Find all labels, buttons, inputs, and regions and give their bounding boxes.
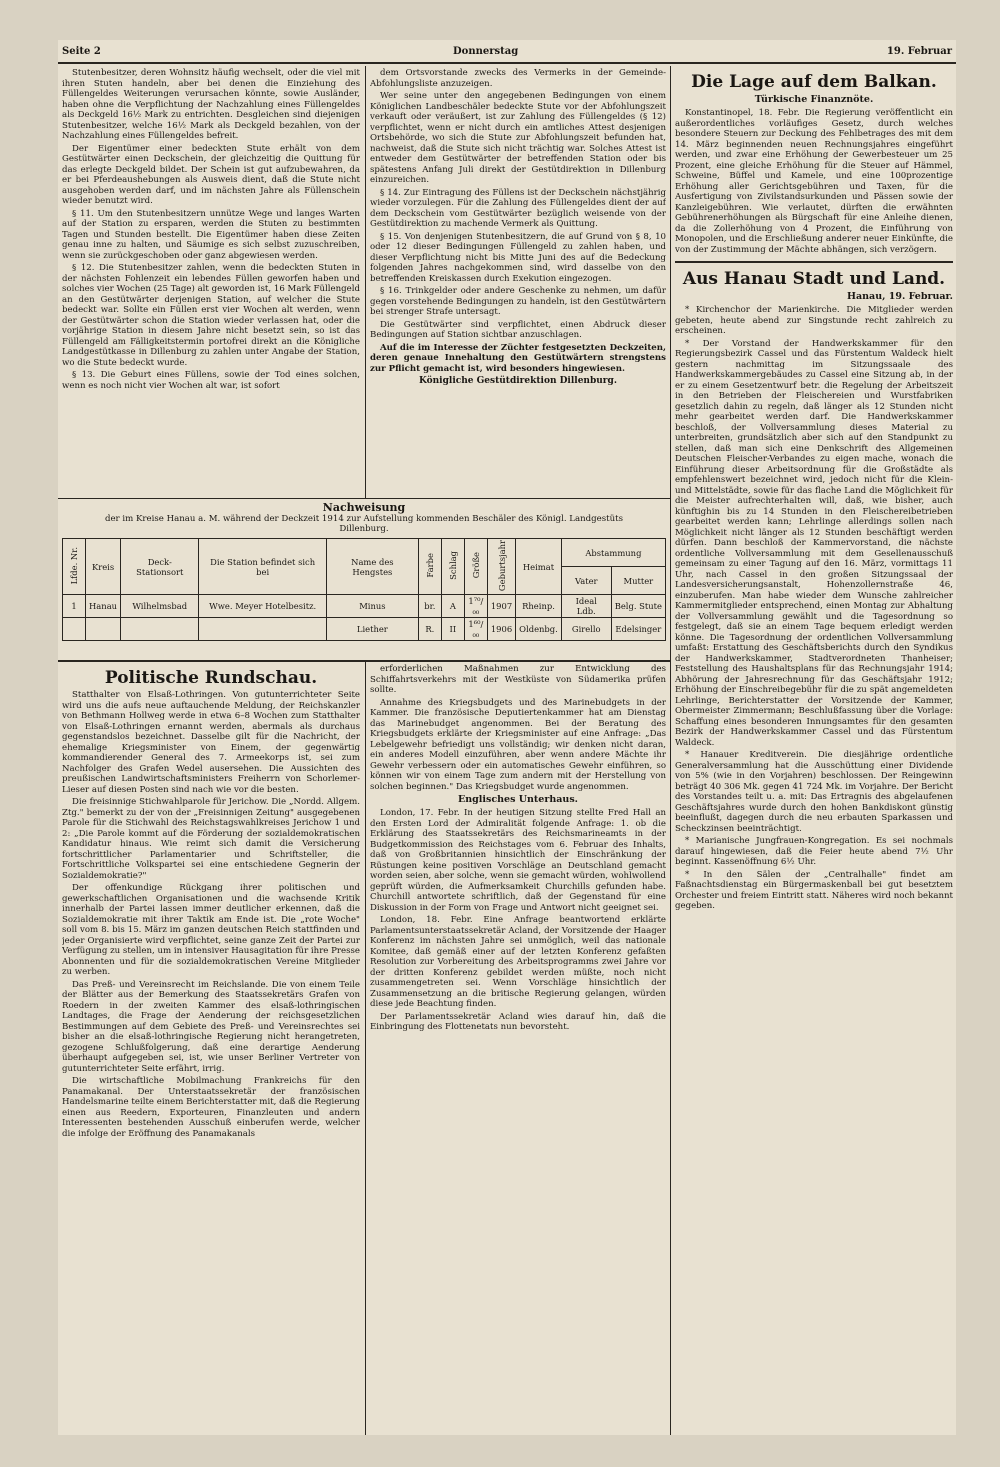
column-divider <box>365 66 366 498</box>
paragraph: * In den Sälen der „Centralhalle" findet am Faßnachtsdienstag ein Bürgermaskenball bei gut besetztem Orchester und freiem Eintritt statt. Näheres wird noch bekannt gegeben. <box>675 869 953 911</box>
table-cell <box>199 618 326 641</box>
paragraph: § 15. Von denjenigen Stutenbesitzern, die auf Grund von § 8, 10 oder 12 dieser Bedingungen Füllengeld zu zahlen haben, und dieser Verpflichtung nicht bis Mitte Juni des auf die Bedeckung folgenden Jahres nachgekommen sind, wird dasselbe von den betreffenden Kreiskassen durch Exekution eingezogen. <box>370 231 666 284</box>
table-cell <box>121 618 199 641</box>
paragraph: * Marianische Jungfrauen-Kongregation. Es sei nochmals darauf hingewiesen, daß die Feier heute abend 7½ Uhr beginnt. Kassenöffnung 6½ Uhr. <box>675 836 953 867</box>
table-cell: Hanau <box>86 595 121 618</box>
paragraph: Auf die im Interesse der Züchter festgesetzten Deckzeiten, deren genaue Innehaltung den Gestütwärtern strengstens zur Pflicht gemacht ist, wird besonders hingewiesen. <box>370 342 666 374</box>
table-cell: Girello <box>561 618 611 641</box>
table-cell: Edelsinger <box>611 618 665 641</box>
issue-date: 19. Februar <box>886 46 952 57</box>
subsection-title: Türkische Finanznöte. <box>754 94 874 105</box>
paragraph: § 14. Zur Eintragung des Füllens ist der Deckschein nächstjährig wieder vorzulegen. Für die Zahlung des Füllengeldes dient der auf dem Deckschein vom Gestütwärter bezüglich weisende von der Gestütdirektion zu machende Vermerk als Quittung. <box>370 187 666 229</box>
paragraph: § 16. Trinkgelder oder andere Geschenke zu nehmen, um dafür gegen vorstehende Bedingungen zu handeln, ist den Gestütwärtern bei strenger Strafe untersagt. <box>370 286 666 317</box>
column-header: Schlag <box>441 539 464 595</box>
table-row <box>63 595 666 618</box>
paragraph: London, 17. Febr. In der heutigen Sitzung stellte Fred Hall an den Ersten Lord der Admiralität folgende Anfrage: 1. ob die Erklärung des Staatssekretärs des Reichsmarineamts in der Budgetkommission des Reichstages vom 6. Februar des Inhalts, daß von Großbritannien hinsichtlich der Einschränkung der Rüstungen keine positiven Vorschläge an Deutschland gemacht worden seien, aber solche, wenn sie gemacht würden, wohlwollend geprüft würden, die Aufmerksamkeit Churchills gefunden habe. Churchill antwortete schriftlich, daß der Gegenstand für eine Diskussion in der Form von Frage und Antwort nicht geeignet sei. <box>370 808 666 913</box>
paragraph: Die freisinnige Stichwahlparole für Jerichow. Die „Nordd. Allgem. Ztg." bemerkt zu der von der „Freisinnigen Zeitung" ausgegebenen Parole für die Stichwahl des Reichstagswahlkreises Jerichow 1 und 2: „Die Parole kommt auf die Förderung der sozialdemokratischen Kandidatur hinaus. Wie reimt sich damit die Versicherung fortschrittlicher Parlamentarier und Schriftsteller, die Fortschrittliche Volkspartei sei eine entschiedene Gegnerin der Sozialdemokratie?" <box>62 797 360 881</box>
table-cell <box>63 618 86 641</box>
column-foreign <box>370 664 666 1434</box>
column-regulations-2 <box>370 68 666 496</box>
paragraph: Die wirtschaftliche Mobilmachung Frankreichs für den Panamakanal. Der Unterstaatssekretär der französischen Handelsmarine teilte einem Berichterstatter mit, daß die Regierung einen aus Reedern, Exporteuren, Finanzleuten und andern Interessenten bestehenden Ausschuß einberufen werde, welcher die infolge der Eröffnung des Panamakanals <box>62 1076 360 1139</box>
table-cell: Rheinp. <box>516 595 562 618</box>
paragraph: Der Eigentümer einer bedeckten Stute erhält von dem Gestütwärter einen Deckschein, der gleichzeitig die Quittung für das erlegte Deckgeld bildet. Der Schein ist gut aufzubewahren, da er bei Pferdeaushebungen als Ausweis dient, daß die Stute nicht ausgehoben werden darf, und im nächsten Jahre als Füllenschein wieder benutzt wird. <box>62 143 360 206</box>
table-cell: 1906 <box>487 618 515 641</box>
table-row <box>63 618 666 641</box>
column-divider <box>670 66 671 1435</box>
table-cell: 1⁷⁰/₀₀ <box>464 595 487 618</box>
paragraph: Statthalter von Elsaß-Lothringen. Von gutunterrichteter Seite wird uns die aufs neue auftauchende Meldung, der Reichskanzler von Bethmann Hollweg werde in etwa 6–8 Wochen zum Statthalter von Elsaß-Lothringen ernannt werden, abermals als durchaus gegenstandslos bezeichnet. Dasselbe gilt für die Nachricht, der ehemalige Kriegsminister von Einem, der gegenwärtig kommandierender General des 7. Armeekorps ist, sei zum Nachfolger des Grafen Wedel ausersehen. Die Aussichten des preußischen Landwirtschaftsministers Freiherrn von Schorlemer-Lieser auf diesen Posten sind nach wie vor die besten. <box>62 690 360 795</box>
section-title: Die Lage auf dem Balkan. <box>691 72 937 92</box>
column-header: Geburtsjahr <box>487 539 515 595</box>
section-title: Aus Hanau Stadt und Land. <box>682 269 946 289</box>
table-cell: II <box>441 618 464 641</box>
table-cell: Wwe. Meyer Hotelbesitz. <box>199 595 326 618</box>
column-header: Heimat <box>516 539 562 595</box>
paragraph: Der offenkundige Rückgang ihrer politischen und gewerkschaftlichen Organisationen und die wachsende Kritik innerhalb der Partei lassen immer deutlicher erkennen, daß die Sozialdemokratie mit ihrer Taktik am Ende ist. Die „rote Woche" soll vom 8. bis 15. März im ganzen deutschen Reich stattfinden und jeder Organisierte wird verpflichtet, seine ganze Zeit der Partei zur Verfügung zu stellen, um in intensiver Hausagitation für ihre Presse Abonnenten und für die sozialdemokratischen Vereine Mitglieder zu werben. <box>62 883 360 977</box>
subsection-title: Englisches Unterhaus. <box>457 794 578 805</box>
section-rule <box>58 498 670 499</box>
weekday: Donnerstag <box>453 46 519 57</box>
column-header: Lfde. Nr. <box>63 539 86 595</box>
section-rule <box>58 660 670 662</box>
table-cell: 1⁶⁰/₀₀ <box>464 618 487 641</box>
paragraph: § 11. Um den Stutenbesitzern unnütze Wege und langes Warten auf der Station zu ersparen, werden die Stuten zu bestimmten Tagen und Stunden bestellt. Die Eigentümer haben diese Zeiten genau inne zu halten, und Säumige es sich selbst zuzuschreiben, wenn sie zurückgeschoben oder ganz abgewiesen werden. <box>62 208 360 261</box>
column-header: Mutter <box>611 567 665 595</box>
paragraph: * Der Vorstand der Handwerkskammer für den Regierungsbezirk Cassel und das Fürstentum Waldeck hielt gestern nachmittag im Sitzungssaale des Handwerkskammergebäudes zu Cassel eine Sitzung ab, in der er zu einem Gesetzentwurf betr. die Regelung der Arbeitszeit in den Betrieben der Fleischereien und Wurstfabriken gesetzlich dahin zu regeln, daß länger als 12 Stunden nicht mehr gearbeitet werden darf. Die Handwerkskammer beschloß, der Vollversammlung dieses Material zu unterbreiten, grundsätzlich aber sich auf den Standpunkt zu stellen, daß man sich eine Denkschrift des Allgemeinen Deutschen Fleischer-Verbandes zu eigen mache, wonach die Einführung dieser Arbeitsordnung für die Großstädte als empfehlenswert bezeichnet wird, jedoch nicht für die Klein- und Mittelstädte, sowie für das flache Land die Möglichkeit für die Meister aufrechterhalten will, daß, wie bisher, auch künftighin bis zu 14 Stunden in den Fleischereibetrieben gearbeitet werden kann; Lehrlinge allerdings sollen nach Möglichkeit nicht länger als 12 Stunden beschäftigt werden dürfen. Dann beschloß der Kammervorstand, die nächste ordentliche Vollversammlung mit dem Gesellenausschuß gemeinsam zu einer Tagung auf den 16. März, vormittags 11 Uhr, nach Cassel in den großen Sitzungssaal der Landesversicherungsanstalt, Hohenzollernstraße 46, einzuberufen. Man habe wieder dem Wunsche zahlreicher Kammermitglieder entsprechend, einen Montag zur Abhaltung der Vollversammlung gewählt und die Tagesordnung so festgelegt, daß sie an einem Tage bequem erledigt werden könne. Die Tagesordnung der ordentlichen Vollversammlung umfaßt: Erstattung des Geschäftsberichts durch den Syndikus der Handwerkskammer, Stadtverordneten Thanheiser; Feststellung des Haushaltsplans für das Rechnungsjahr 1914; Abhörung der Jahresrechnung für das Geschäftsjahr 1912; Erhöhung der Einschreibegebühr für die zu spät angemeldeten Lehrlinge, Berichterstatter der Vorsitzende der Kammer, Obermeister Zimmermann; Beschlußfassung über die Vorlage: Schaffung eines besonderen Innungsamtes für den gesamten Bezirk der Handwerkskammer Cassel und das Fürstentum Waldeck. <box>675 338 953 748</box>
paragraph: Konstantinopel, 18. Febr. Die Regierung veröffentlicht ein außerordentliches vorläufiges Gesetz, durch welches besondere Steuern zur Deckung des Fehlbetrages des mit dem 14. März beginnenden neuen Rechnungsjahres eingeführt werden, und zwar eine Erhöhung der Gewerbesteuer um 25 Prozent, eine gleiche Erhöhung für die Steuer auf Hämmel, Schweine, Büffel und Kamele, und eine 100prozentige Erhöhung aller Gerichtsgebühren und Taxen, für die Ausfertigung von Zivilstandsurkunden und Pässen sowie der Kanzleigebühren. Wie verlautet, dürften die erwähnten Gebührenerhöhungen als Bürgschaft für eine Anleihe dienen, da die Zollerhöhung von 4 Prozent, die Einführung von Monopolen, und die Erschließung anderer neuer Einkünfte, die von der Zustimmung der Mächte abhängen, sich verzögern. <box>675 108 953 255</box>
table-cell <box>86 618 121 641</box>
paragraph: London, 18. Febr. Eine Anfrage beantwortend erklärte Parlamentsunterstaatssekretär Acland, der Vorsitzende der Haager Konferenz im nächsten Jahre sei unmöglich, weil das nationale Komitee, daß gemäß einer auf der letzten Konferenz gefaßten Resolution zur Vorbereitung des Arbeitsprogramms zwei Jahre vor der dritten Konferenz gebildet werden müßte, noch nicht zusammengetreten sei. Wenn Vorschläge hinsichtlich der Zusammensetzung an die britische Regierung gelangen, würden diese jede Beachtung finden. <box>370 915 666 1009</box>
table-cell: Belg. Stute <box>611 595 665 618</box>
table-cell: A <box>441 595 464 618</box>
section-title: Politische Rundschau. <box>104 668 318 688</box>
section-rule <box>675 261 953 263</box>
column-header: Die Station befindet sich bei <box>199 539 326 595</box>
paragraph: dem Ortsvorstande zwecks des Vermerks in der Gemeinde-Abfohlungsliste anzuzeigen. <box>370 68 666 89</box>
paragraph: Wer seine unter den angegebenen Bedingungen von einem Königlichen Landbeschäler bedeckte Stute vor der Abfohlungszeit verkauft oder veräußert, ist zur Zahlung des Füllengeldes (§ 12) verpflichtet, wenn er nicht durch ein amtliches Attest desjenigen Ortsbehörde, wo sich die Stute zur Abfohlungszeit befunden hat, nachweist, daß die Stute sich nicht trächtig war. Solches Attest ist entweder dem Gestütwärter der betreffenden Station oder bis spätestens Anfang Juli direkt der Gestütdirektion in Dillenburg einzureichen. <box>370 91 666 185</box>
stallion-table-section <box>62 501 666 659</box>
table-cell: Wilhelmsbad <box>121 595 199 618</box>
column-header: Kreis <box>86 539 121 595</box>
paragraph: erforderlichen Maßnahmen zur Entwicklung des Schiffahrtsverkehrs mit der Westküste von Südamerika prüfen sollte. <box>370 664 666 695</box>
column-header: Vater <box>561 567 611 595</box>
paragraph: § 12. Die Stutenbesitzer zahlen, wenn die bedeckten Stuten in der nächsten Fohlenzeit ein lebendes Füllen geworfen haben und solches vier Wochen (25 Tage) alt geworden ist, 16 Mark Füllengeld an den Gestütwärter derjenigen Station, auf welcher die Stute bedeckt war. Sollte ein Füllen erst vier Wochen alt werden, wenn der Gestütwärter schon die Station wieder verlassen hat, oder die vorjährige Station in diesem Jahre nicht besetzt sein, so ist das Füllengeld am Fälligkeitstermin portofrei direkt an die Königliche Landgestütkasse in Dillenburg zu zahlen unter Angabe der Station, wo die Stute bedeckt wurde. <box>62 263 360 368</box>
column-header: Größe <box>464 539 487 595</box>
table-cell: Oldenbg. <box>516 618 562 641</box>
column-header: Farbe <box>418 539 441 595</box>
table-cell: Ideal Ldb. <box>561 595 611 618</box>
table-header-row <box>63 539 666 567</box>
column-regulations-1 <box>62 68 360 496</box>
table-cell: Minus <box>326 595 418 618</box>
column-divider <box>365 662 366 1435</box>
column-right <box>675 68 953 1434</box>
paragraph: Das Preß- und Vereinsrecht im Reichslande. Die von einem Teile der Blätter aus der Bemerkung des Staatssekretärs Grafen von Roedern in der zweiten Kammer des elsaß-lothringischen Landtages, die Frage der Aenderung der reichsgesetzlichen Bestimmungen auf dem Gebiete des Preß- und Vereinsrechtes sei bisher an die elsaß-lothringische Regierung nicht herangetreten, gezogene Schlußfolgerung, daß eine derartige Aenderung überhaupt aufgegeben sei, ist, wie unser Berliner Vertreter von gutunterrichteter Seite erfährt, irrig. <box>62 979 360 1074</box>
table-cell: 1907 <box>487 595 515 618</box>
column-header: Deck-Stationsort <box>121 539 199 595</box>
header-rule <box>58 62 956 64</box>
paragraph: Der Parlamentssekretär Acland wies darauf hin, daß die Einbringung des Flottenetats nun bevorsteht. <box>370 1011 666 1032</box>
paragraph: Stutenbesitzer, deren Wohnsitz häufig wechselt, oder die viel mit ihren Stuten handeln, aber bei denen die Einziehung des Füllengeldes Weiterungen verursachen könnte, sowie Ausländer, haben ohne die Verpflichtung der Nachzahlung eines Füllengeldes als Deckgeld 16½ Mark zu entrichten. Desgleichen sind diejenigen Stutenbesitzer, welche 16½ Mark als Deckgeld bezahlen, von der Nachzahlung eines Füllengeldes befreit. <box>62 68 360 141</box>
paragraph: Die Gestütwärter sind verpflichtet, einen Abdruck dieser Bedingungen auf Station sichtbar anzuschlagen. <box>370 319 666 340</box>
column-header: Name des Hengstes <box>326 539 418 595</box>
table-cell: R. <box>418 618 441 641</box>
stallion-table <box>62 538 666 641</box>
column-header: Abstammung <box>561 539 665 567</box>
table-cell: br. <box>418 595 441 618</box>
table-subtitle: der im Kreise Hanau a. M. während der Deckzeit 1914 zur Aufstellung kommenden Beschäler des Königl. Landgestüts Dillenburg. <box>104 514 624 534</box>
newspaper-page <box>58 40 956 1435</box>
dateline: Hanau, 19. Februar. <box>847 291 953 302</box>
column-politics <box>62 664 360 1434</box>
page-number: Seite 2 <box>62 46 101 57</box>
paragraph: Annahme des Kriegsbudgets und des Marinebudgets in der Kammer. Die französische Deputiertenkammer hat am Dienstag das Marinebudget angenommen. Bei der Beratung des Kriegsbudgets erklärte der Kriegsminister auf eine Anfrage: „Das Lebelgewehr befriedigt uns vollständig; wir denken nicht daran, ein anderes Modell einzuführen, aber wenn andere Mächte ihr Gewehr verbessern oder ein automatisches Gewehr einführen, so können wir von einem Tage zum andern mit der Herstellung von solchen beginnen." Das Kriegsbudget wurde angenommen. <box>370 697 666 792</box>
table-cell: Liether <box>326 618 418 641</box>
table-title: Nachweisung <box>322 501 406 514</box>
paragraph: * Hanauer Kreditverein. Die diesjährige ordentliche Generalversammlung hat die Ausschüttung einer Dividende von 5% (wie in den Vorjahren) beschlossen. Der Reingewinn beträgt 40 306 Mk. gegen 41 724 Mk. im Vorjahre. Der Bericht des Vorstandes teilt u. a. mit: Das Ertragnis des abgelaufenen Geschäftsjahres wurde durch den hohen Bankdiskont günstig beeinflußt, dagegen durch die neu erbauten Sparkassen und Scheckzinsen beeinträchtigt. <box>675 750 953 834</box>
signature: Königliche Gestütdirektion Dillenburg. <box>419 376 617 386</box>
paragraph: § 13. Die Geburt eines Füllens, sowie der Tod eines solchen, wenn es noch nicht vier Wochen alt war, ist sofort <box>62 370 360 391</box>
paragraph: * Kirchenchor der Marienkirche. Die Mitglieder werden gebeten, heute abend zur Singstunde recht zahlreich zu erscheinen. <box>675 305 953 336</box>
table-cell: 1 <box>63 595 86 618</box>
